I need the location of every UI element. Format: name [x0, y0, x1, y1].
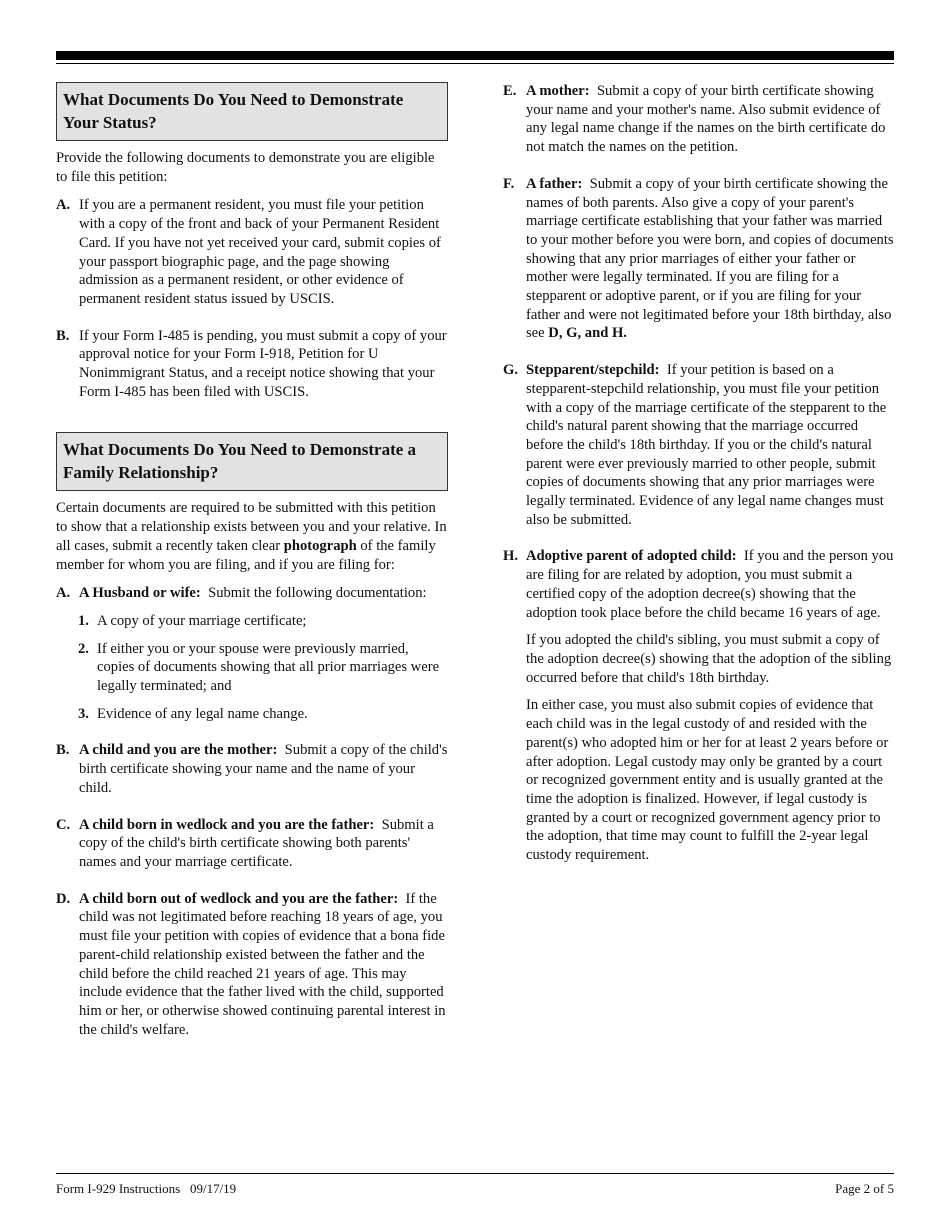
item-label: H. — [503, 548, 518, 565]
adoption-paragraph-custody: In either case, you must also submit copies of evidence that each child was in the legal custody of and resided with the parent(s) who adopted him or her for at least 2 years before or after adoption. Legal custody may only be granted by a court or recognized government entity and is usually granted at the time the adoption is finalized. However, if legal custody is granted by a court or recognized government agency prior to the adoption, that time may count to fulfill the 2-year legal custody requirement. — [526, 697, 889, 864]
husband-subitem-3: 3. Evidence of any legal name change. — [78, 705, 308, 722]
item-label: C. — [56, 816, 71, 833]
footer-page-number: Page 2 of 5 — [835, 1181, 894, 1196]
item-title: Stepparent/stepchild: — [526, 362, 660, 379]
status-section-heading: What Documents Do You Need to Demonstrate Your Status? — [56, 82, 448, 141]
family-item-b — [56, 741, 448, 797]
family-item-a — [56, 584, 448, 603]
item-title: A mother: — [526, 83, 590, 99]
item-text: Submit the following documentation: — [208, 585, 427, 602]
family-item-g — [503, 361, 895, 529]
item-text: If the child was not legitimated before reaching 18 years of age, you must file your petition with copies of evidence that a bona fide parent-child relationship existed between the father and the child before the child reached 21 years of age. This may include evidence that the father lived with the child, supported him or her, or otherwise showed continuing parental interest in the child's welfare. — [79, 890, 446, 1038]
family-section-heading: What Documents Do You Need to Demonstrate a Family Relationship? — [56, 432, 448, 491]
right-column — [503, 82, 895, 865]
left-column — [56, 82, 448, 1039]
photograph-emphasis: photograph — [283, 537, 357, 554]
family-item-d — [56, 890, 448, 1040]
item-title: A father: — [526, 175, 583, 192]
item-label: A. — [56, 197, 71, 214]
item-title: Adoptive parent of adopted child: — [526, 548, 737, 565]
item-text: If you and the person you are filing for are related by adoption, you must submit a certified copy of the adoption decree(s) showing that the adoption took place before the child became 16 years of age. — [526, 548, 894, 621]
adoption-paragraph-sibling: If you adopted the child's sibling, you must submit a copy of the adoption decree(s) showing that the adoption of the sibling occurred before that child's 18th birthday. — [526, 632, 892, 686]
item-label: B. — [56, 327, 70, 344]
item-title: A Husband or wife: — [79, 585, 201, 602]
top-rule-thin — [56, 63, 894, 64]
family-item-f — [503, 175, 895, 343]
item-label: F. — [503, 175, 515, 192]
item-text: If you are a permanent resident, you must file your petition with a copy of the front and back of your Permanent Resident Card. If you have not yet received your card, submit copies of your passport biographic page, and the page showing admission as a permanent resident, or other evidence of permanent resident status issued by USCIS. — [79, 197, 441, 307]
top-rule — [56, 51, 894, 60]
footer-rule — [56, 1173, 894, 1174]
status-item-a — [56, 196, 448, 308]
item-label: E. — [503, 83, 517, 99]
item-text: Submit a copy of your birth certificate showing your name and your mother's name. Also submit evidence of any legal name change if the names on the birth certificate do not match the names on the petition. — [526, 83, 886, 156]
item-text: If your Form I-485 is pending, you must submit a copy of your approval notice for your Form I-918, Petition for U Nonimmigrant Status, and a receipt notice showing that your Form I-485 has been filed with USCIS. — [79, 327, 447, 400]
family-item-h — [503, 547, 895, 622]
item-text: Submit a copy of your birth certificate showing the names of both parents. Also give a copy of your parent's marriage certificate establishing that your father was married to your mother before you were born, and copies of documents showing that any prior marriages of either your father or mother were legally terminated. If you are filing for a stepparent or adoptive parent, or if you are filing for your father and were not legitimated before your 18th birthday, also see — [526, 175, 894, 342]
family-item-c — [56, 816, 448, 872]
item-text: If your petition is based on a stepparent-stepchild relationship, you must file your petition with a copy of the marriage certificate of the stepparent to the child's natural parent showing that the marriage occurred before the child's 18th birthday. If you or the child's natural parent were ever previously married to other people, submit copies of documents showing that any prior marriages were legally terminated. Evidence of any legal name changes must also be submitted. — [526, 362, 887, 528]
item-reference: D, G, and H. — [548, 325, 627, 342]
item-label: B. — [56, 742, 70, 759]
husband-subitem-1: 1. A copy of your marriage certificate; — [78, 612, 307, 629]
item-label: D. — [56, 890, 71, 907]
footer-form-id: Form I-929 Instructions 09/17/19 — [56, 1181, 237, 1196]
item-title: A child born out of wedlock and you are the father: — [79, 890, 399, 907]
item-text: Submit a copy of the child's birth certificate showing your name and the name of your child. — [79, 742, 448, 796]
status-intro: Provide the following documents to demonstrate you are eligible to file this petition: — [56, 150, 435, 185]
item-text: Submit a copy of the child's birth certificate showing both parents' names and your marriage certificate. — [79, 816, 434, 870]
family-intro: Certain documents are required to be submitted with this petition to show that a relationship exists between you and your relative. In all cases, submit a recently taken clear photograph of the family member for whom you are filing, and if you are filing for: — [56, 500, 447, 573]
status-item-b — [56, 327, 448, 402]
item-label: A. — [56, 585, 71, 602]
husband-subitem-2: 2. If either you or your spouse were previously married, copies of documents showing that all prior marriages were legally terminated; and — [78, 640, 440, 695]
item-title: A child born in wedlock and you are the father: — [79, 816, 375, 833]
item-label: G. — [503, 362, 518, 379]
family-item-e — [503, 82, 895, 157]
item-title: A child and you are the mother: — [79, 742, 278, 759]
